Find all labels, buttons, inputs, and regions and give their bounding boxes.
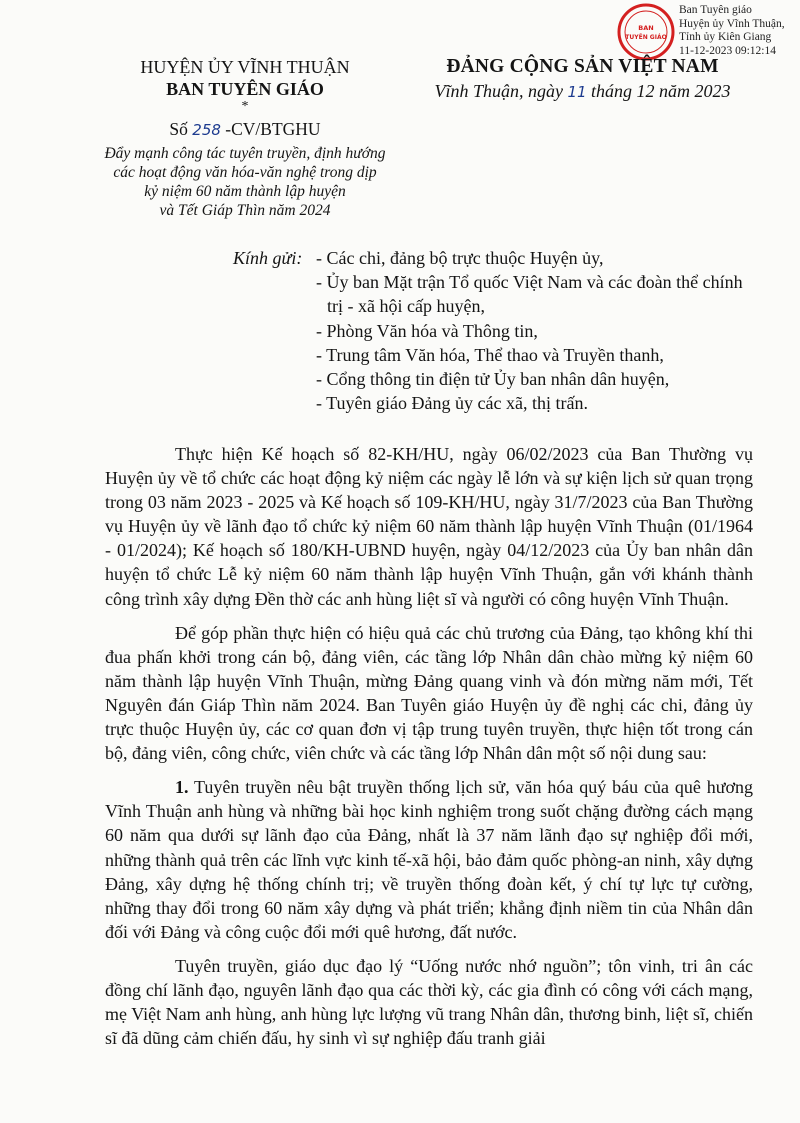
recipient-item: - Các chi, đảng bộ trực thuộc Huyện ủy, [316,248,604,268]
handwritten-day: 11 [567,83,587,101]
subject-line: các hoạt động văn hóa-văn nghệ trong dịp [113,164,377,181]
party-title: ĐẢNG CỘNG SẢN VIỆT NAM [446,56,719,77]
item-text: Tuyên truyền nêu bật truyền thống lịch sử, văn hóa quý báu của quê hương Vĩnh Thuận anh hùng và những bài học kinh nghiệm trong suốt chặng đường cách mạng 60 năm qua dưới sự lãnh đạo của Đảng, nhất là 37 năm lãnh đạo sự nghiệp đổi mới, những thành quả trên các lĩnh vực kinh tế-xã hội, bảo đảm quốc phòng-an ninh, xây dựng Đảng, xây dựng hệ thống chính trị; về truyền thống đoàn kết, ý chí tự lực tự cường, những thay đổi trong 60 năm xây dựng và phát triển; khẳng định niềm tin của Nhân dân đối với Đảng và công cuộc đổi mới quê hương, đất nước. [105,777,753,942]
recipient-item: - Tuyên giáo Đảng ủy các xã, thị trấn. [316,393,588,414]
recipient-item: - Phòng Văn hóa và Thông tin, [316,320,538,341]
svg-text:TUYÊN GIÁO: TUYÊN GIÁO [625,34,667,41]
issuer-org: BAN TUYÊN GIÁO [166,79,324,99]
signature-line: Huyện ủy Vĩnh Thuận, [679,17,785,30]
item-number: 1. [175,777,189,798]
handwritten-number: 258 [192,121,221,139]
place-date [410,80,755,103]
signature-line: Ban Tuyên giáo [679,4,752,16]
number-suffix: -CV/BTGHU [225,119,321,139]
signature-timestamp: 11-12-2023 09:12:14 [679,44,776,57]
signature-line: Tỉnh ủy Kiên Giang [679,31,772,43]
recipient-item: - Trung tâm Văn hóa, Thể thao và Truyền thanh, [316,344,664,365]
recipient-item: - Cổng thông tin điện tử Ủy ban nhân dân huyện, [316,369,670,390]
subject-line: và Tết Giáp Thìn năm 2024 [159,202,331,219]
issuer-parent-org: HUYỆN ỦY VĨNH THUẬN [140,57,350,77]
number-prefix: Số [169,119,188,139]
body-paragraph-numbered [105,775,753,944]
subject-line: kỷ niệm 60 năm thành lập huyện [144,183,346,200]
document-subject [100,144,390,220]
digital-signature-info [679,4,797,58]
recipients-block [233,246,753,415]
place-prefix: Vĩnh Thuận, ngày [434,81,563,101]
recipients-label: Kính gửi: [233,248,303,268]
body-paragraph: Thực hiện Kế hoạch số 82-KH/HU, ngày 06/02/2023 của Ban Thường vụ Huyện ủy về tổ chức các hoạt động kỷ niệm các ngày lễ lớn và sự kiện lịch sử quan trọng trong 03 năm 2023 - 2025 và Kế hoạch số 109-KH/HU, ngày 31/7/2023 của Ban Thường vụ Huyện ủy về lãnh đạo tổ chức kỷ niệm 60 năm thành lập huyện Vĩnh Thuận (01/1964 - 01/2024); Kế hoạch số 180/KH-UBND huyện, ngày 04/12/2023 của Ủy ban nhân dân huyện tổ chức Lễ kỷ niệm 60 năm thành lập huyện Vĩnh Thuận, gắn với khánh thành công trình xây dựng Đền thờ các anh hùng liệt sĩ và người có công huyện Vĩnh Thuận. [105,444,753,609]
document-number [100,118,390,141]
recipients-list [233,246,753,415]
star-separator: * [241,99,249,114]
red-seal-stamp [616,2,676,62]
document-body [105,442,753,1060]
issuer-header [100,56,390,220]
body-paragraph: Để góp phần thực hiện có hiệu quả các chủ trương của Đảng, tạo không khí thi đua phấn khởi trong cán bộ, đảng viên, các tầng lớp Nhân dân chào mừng kỷ niệm 60 năm thành lập huyện Vĩnh Thuận, mừng Đảng quang vinh và đón mừng năm mới, Tết Nguyên đán Giáp Thìn năm 2024. Ban Tuyên giáo Huyện ủy đề nghị các chi, đảng ủy trực thuộc Huyện ủy, các cơ quan đơn vị tập trung tuyên truyền, thực hiện tốt trong cán bộ, đảng viên, công chức, viên chức và các tầng lớp Nhân dân một số nội dung sau: [105,622,753,764]
recipient-item: - Ủy ban Mặt trận Tổ quốc Việt Nam và các đoàn thể chính trị - xã hội cấp huyện, [316,272,743,317]
place-suffix: tháng 12 năm 2023 [591,81,731,101]
svg-text:BAN: BAN [638,24,654,32]
national-header [410,56,755,103]
body-paragraph: Tuyên truyền, giáo dục đạo lý “Uống nước nhớ nguồn”; tôn vinh, tri ân các đồng chí lãnh đạo, nguyên lãnh đạo qua các thời kỳ, các gia đình có công với cách mạng, mẹ Việt Nam anh hùng, anh hùng lực lượng vũ trang Nhân dân, thương binh, liệt sĩ, chiến sĩ đã dũng cảm chiến đấu, hy sinh vì sự nghiệp đấu tranh giải [105,955,753,1049]
subject-line: Đẩy mạnh công tác tuyên truyền, định hướng [104,145,386,162]
